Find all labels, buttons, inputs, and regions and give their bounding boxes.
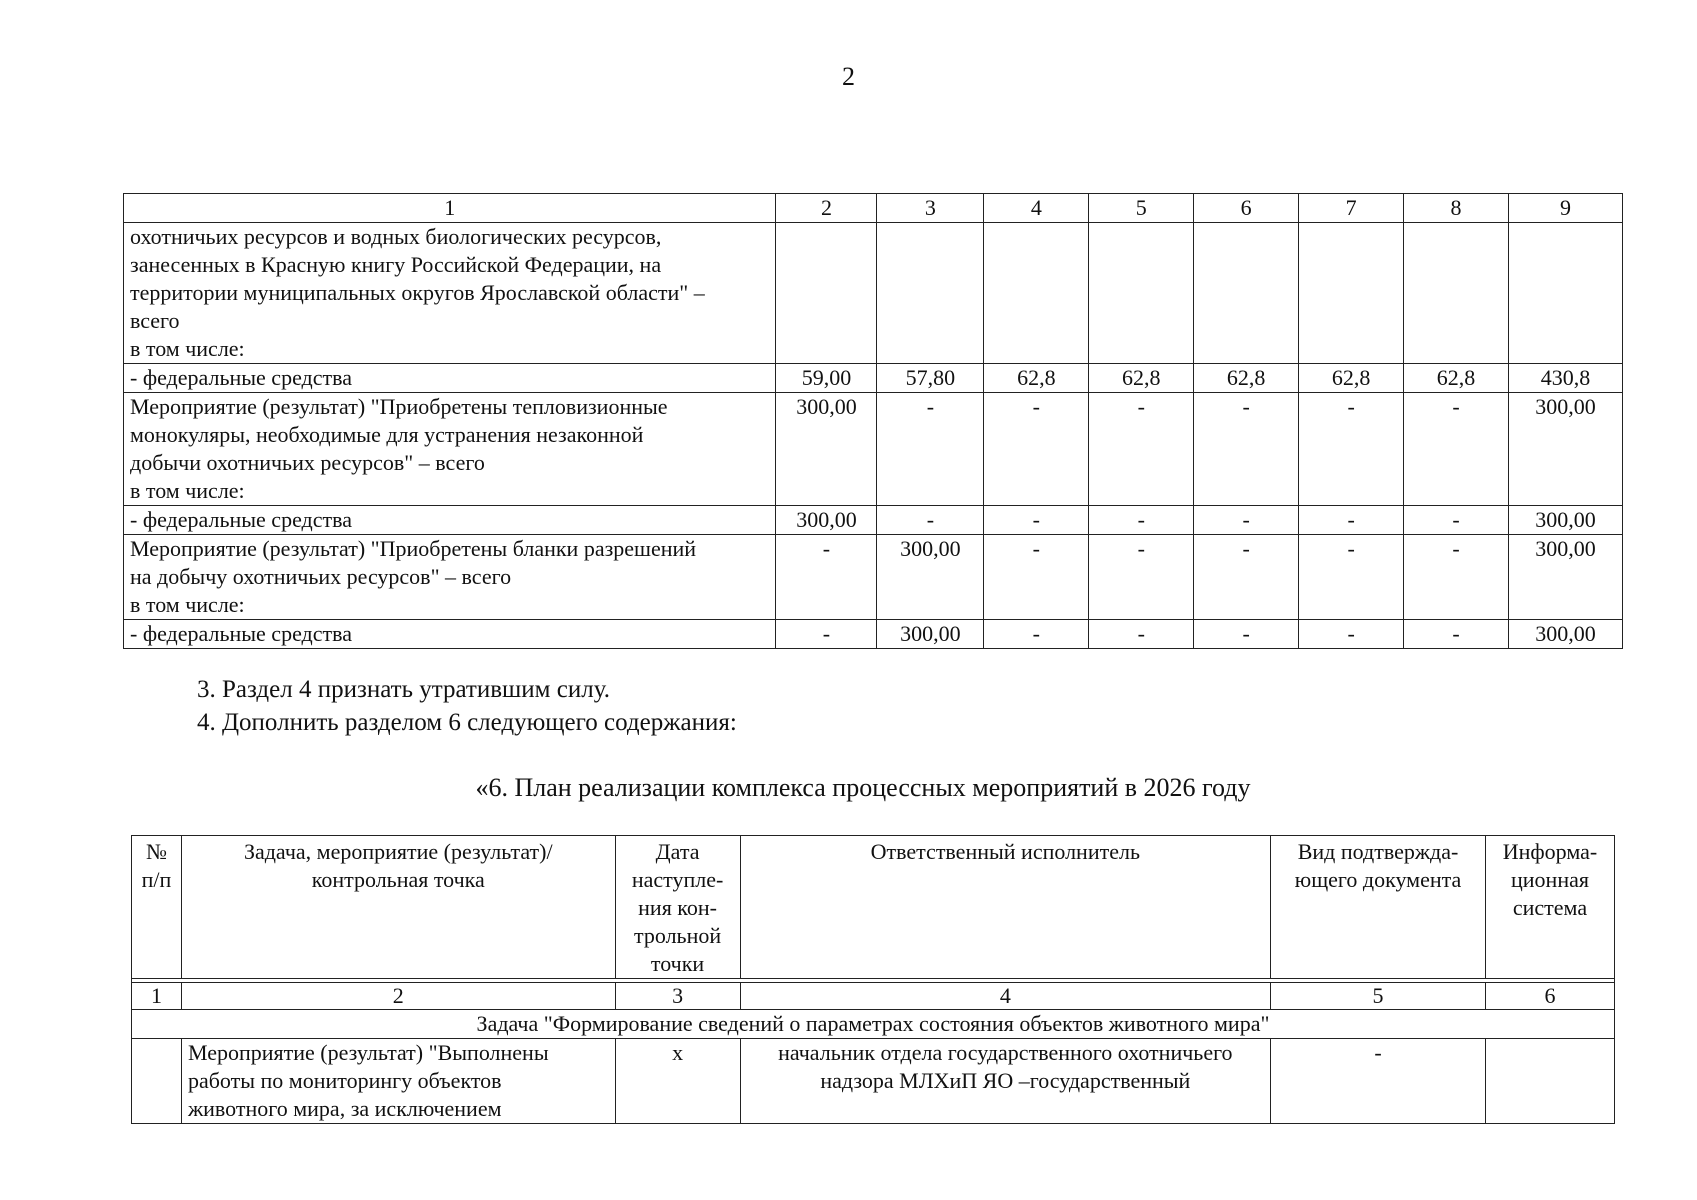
plan-table — [131, 835, 1615, 1124]
funding-value-cell: - — [1299, 506, 1404, 535]
funding-col-header-2: 2 — [776, 194, 877, 223]
control-date-cell: x — [615, 1039, 740, 1124]
header-responsible — [740, 836, 1271, 979]
funding-value-cell: - — [1299, 535, 1404, 620]
text-line: в том числе: — [130, 336, 245, 361]
funding-row — [124, 223, 1623, 364]
col-number-5: 5 — [1271, 983, 1486, 1010]
header-task-activity — [181, 836, 615, 979]
funding-value-cell: - — [984, 535, 1089, 620]
funding-value-cell — [1299, 223, 1404, 364]
responsible-cell — [740, 1039, 1271, 1124]
text-line: работы по мониторингу объектов — [187, 1068, 502, 1093]
text-line: всего — [130, 308, 180, 333]
col-number-3: 3 — [615, 983, 740, 1010]
funding-row — [124, 393, 1623, 506]
text-line: наступле- — [631, 867, 724, 892]
col-number-4: 4 — [740, 983, 1271, 1010]
funding-value-cell: - — [984, 506, 1089, 535]
funding-value-cell: 57,80 — [877, 364, 984, 393]
paragraph-3: 3. Раздел 4 признать утратившим силу. — [197, 676, 610, 703]
paragraph-4: 4. Дополнить разделом 6 следующего содержания: — [197, 709, 737, 736]
text-line: надзора МЛХиП ЯО –государственный — [820, 1068, 1191, 1093]
funding-table — [123, 193, 1623, 649]
text-line: Дата — [655, 839, 700, 864]
text-line: Мероприятие (результат) "Выполнены — [187, 1040, 549, 1065]
funding-value-cell: - — [1089, 620, 1194, 649]
col-number-6: 6 — [1485, 983, 1614, 1010]
page-number: 2 — [842, 62, 855, 91]
funding-value-cell — [1194, 223, 1299, 364]
task-row: Задача "Формирование сведений о параметрах состояния объектов животного мира" — [132, 1010, 1615, 1039]
funding-row — [124, 620, 1623, 649]
funding-value-cell: - — [1089, 393, 1194, 506]
funding-row-label — [124, 535, 776, 620]
funding-value-cell: 300,00 — [1508, 393, 1622, 506]
text-line: точки — [650, 951, 705, 976]
text-line: Информа- — [1502, 839, 1598, 864]
funding-value-cell: - — [984, 620, 1089, 649]
funding-value-cell: - — [1194, 535, 1299, 620]
funding-col-header-1: 1 — [124, 194, 776, 223]
funding-col-header-4: 4 — [984, 194, 1089, 223]
text-line: контрольная точка — [311, 867, 485, 892]
funding-col-header-9: 9 — [1508, 194, 1622, 223]
funding-row-label — [124, 506, 776, 535]
text-line: Ответственный исполнитель — [870, 839, 1140, 864]
funding-value-cell — [1089, 223, 1194, 364]
funding-value-cell: - — [984, 393, 1089, 506]
text-line: - федеральные средства — [130, 365, 352, 390]
funding-row-label — [124, 364, 776, 393]
funding-row — [124, 364, 1623, 393]
funding-value-cell: 300,00 — [877, 620, 984, 649]
text-line: № — [145, 839, 167, 864]
funding-col-header-3: 3 — [877, 194, 984, 223]
text-line: добычи охотничьих ресурсов" – всего — [130, 450, 485, 475]
funding-value-cell: - — [776, 620, 877, 649]
document-cell: - — [1271, 1039, 1486, 1124]
text-line: трольной — [633, 923, 722, 948]
funding-value-cell — [1508, 223, 1622, 364]
text-line: животного мира, за исключением — [187, 1096, 502, 1121]
funding-row-label — [124, 620, 776, 649]
funding-value-cell: - — [1404, 535, 1509, 620]
text-line: Задача, мероприятие (результат)/ — [243, 839, 553, 864]
header-control-date — [615, 836, 740, 979]
funding-header-row — [124, 194, 1623, 223]
funding-value-cell: 62,8 — [1404, 364, 1509, 393]
header-number — [132, 836, 182, 979]
text-line: территории муниципальных округов Ярославской области" – — [130, 280, 705, 305]
text-line: монокуляры, необходимые для устранения незаконной — [130, 422, 644, 447]
funding-value-cell: 62,8 — [1194, 364, 1299, 393]
text-line: п/п — [141, 867, 172, 892]
funding-col-header-6: 6 — [1194, 194, 1299, 223]
text-line: охотничьих ресурсов и водных биологических ресурсов, — [130, 224, 662, 249]
funding-value-cell — [1404, 223, 1509, 364]
funding-table-body — [124, 194, 1623, 649]
text-line: ния кон- — [638, 895, 717, 920]
funding-value-cell — [877, 223, 984, 364]
funding-value-cell: - — [1089, 506, 1194, 535]
text-line: в том числе: — [130, 478, 245, 503]
funding-value-cell — [776, 223, 877, 364]
funding-value-cell: - — [1299, 620, 1404, 649]
funding-row — [124, 506, 1623, 535]
funding-value-cell: - — [1404, 393, 1509, 506]
funding-value-cell: 62,8 — [1299, 364, 1404, 393]
funding-value-cell: 300,00 — [877, 535, 984, 620]
row-number — [132, 1039, 182, 1124]
funding-value-cell: - — [1404, 506, 1509, 535]
funding-value-cell: - — [1194, 393, 1299, 506]
funding-col-header-5: 5 — [1089, 194, 1194, 223]
funding-value-cell: 59,00 — [776, 364, 877, 393]
funding-col-header-7: 7 — [1299, 194, 1404, 223]
text-line: - федеральные средства — [130, 621, 352, 646]
funding-value-cell: 300,00 — [776, 393, 877, 506]
funding-value-cell: - — [877, 393, 984, 506]
funding-value-cell: 430,8 — [1508, 364, 1622, 393]
text-line: Мероприятие (результат) "Приобретены бланки разрешений — [130, 536, 697, 561]
text-line: в том числе: — [130, 592, 245, 617]
text-line: начальник отдела государственного охотничьего — [778, 1040, 1233, 1065]
funding-value-cell: 300,00 — [1508, 620, 1622, 649]
funding-row-label — [124, 393, 776, 506]
funding-value-cell: - — [1404, 620, 1509, 649]
funding-value-cell: - — [877, 506, 984, 535]
text-line: ционная — [1511, 867, 1589, 892]
funding-value-cell: - — [1299, 393, 1404, 506]
text-line: - федеральные средства — [130, 507, 352, 532]
funding-row-label — [124, 223, 776, 364]
funding-value-cell: 62,8 — [1089, 364, 1194, 393]
funding-value-cell: - — [1194, 620, 1299, 649]
funding-col-header-8: 8 — [1404, 194, 1509, 223]
info-system-cell — [1485, 1039, 1614, 1124]
funding-value-cell: 62,8 — [984, 364, 1089, 393]
header-info-system — [1485, 836, 1614, 979]
col-number-2: 2 — [181, 983, 615, 1010]
funding-value-cell: - — [1194, 506, 1299, 535]
col-number-1: 1 — [132, 983, 182, 1010]
text-line: система — [1512, 895, 1588, 920]
funding-value-cell: 300,00 — [1508, 506, 1622, 535]
text-line: Вид подтвержда- — [1297, 839, 1459, 864]
funding-value-cell — [984, 223, 1089, 364]
activity-cell — [181, 1039, 615, 1124]
header-document-type — [1271, 836, 1486, 979]
text-line: Мероприятие (результат) "Приобретены тепловизионные — [130, 394, 668, 419]
text-line: ющего документа — [1294, 867, 1462, 892]
funding-value-cell: 300,00 — [776, 506, 877, 535]
funding-value-cell: - — [1089, 535, 1194, 620]
text-line: занесенных в Красную книгу Российской Федерации, на — [130, 252, 662, 277]
text-line: на добычу охотничьих ресурсов" – всего — [130, 564, 512, 589]
funding-row — [124, 535, 1623, 620]
section-title: «6. План реализации комплекса процессных мероприятий в 2026 году — [475, 773, 1251, 802]
funding-value-cell: - — [776, 535, 877, 620]
funding-value-cell: 300,00 — [1508, 535, 1622, 620]
